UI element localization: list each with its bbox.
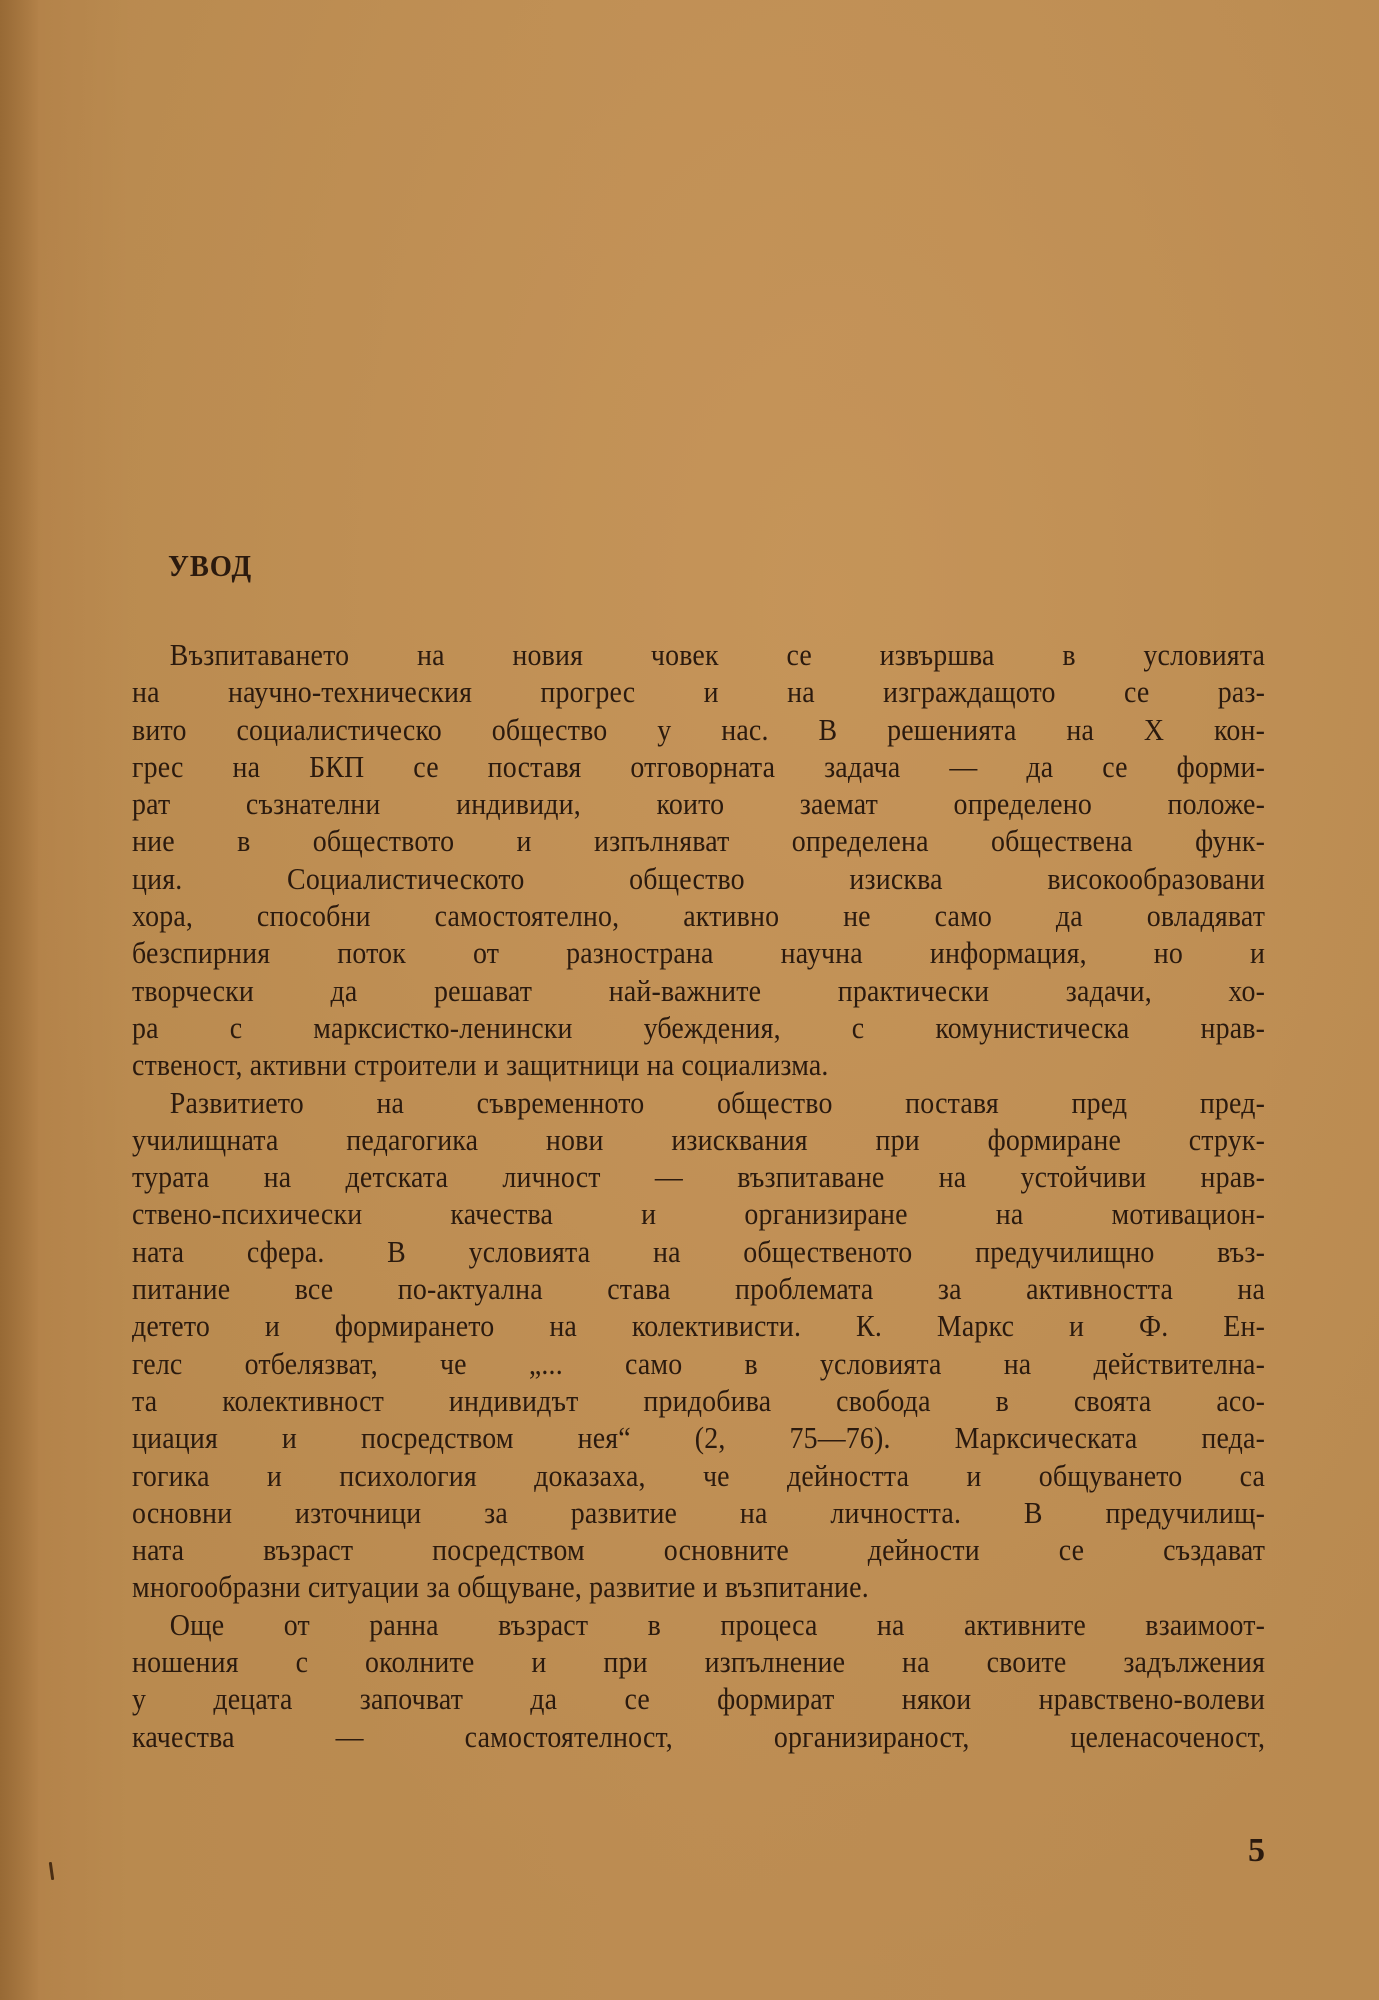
text-line: Развитието на съвременното общество поставя пред пред-: [169, 1084, 1266, 1120]
text-line: хора, способни самостоятелно, активно не само да овладяват: [132, 898, 1266, 934]
paragraph-1: [132, 636, 1265, 1084]
text-line: грес на БКП се поставя отговорната задача — да се форми-: [132, 748, 1266, 784]
text-line: ствено-психически качества и организиране на мотивацион-: [132, 1196, 1266, 1232]
paragraph-3: [132, 1606, 1265, 1755]
text-line: питание все по-актуална става проблемата за активността на: [132, 1271, 1266, 1307]
text-line: ние в обществото и изпълняват определена обществена функ-: [132, 823, 1266, 859]
text-line: вито социалистическо общество у нас. В решенията на X кон-: [132, 711, 1266, 747]
page-binding-edge: [0, 0, 38, 2000]
body-text: [132, 636, 1265, 1755]
text-line: у децата започват да се формират някои нравствено-волеви: [132, 1681, 1266, 1717]
text-line: Възпитаването на новия човек се извършва в условията: [169, 637, 1266, 672]
text-line: та колективност индивидът придобива свобода в своята асо-: [132, 1382, 1266, 1418]
paragraph-2: [132, 1084, 1265, 1606]
text-line: Още от ранна възраст в процеса на активните взаимоот-: [169, 1606, 1266, 1642]
paper-speck: [49, 1862, 54, 1880]
chapter-heading: УВОД: [168, 548, 253, 583]
text-line: ната възраст посредством основните дейности се създават: [132, 1532, 1266, 1568]
text-line: ра с марксистко-ленински убеждения, с комунистическа нрав-: [132, 1009, 1266, 1045]
text-line: детето и формирането на колективисти. К. Маркс и Ф. Ен-: [132, 1308, 1266, 1344]
text-line: безспирния поток от разнострана научна информация, но и: [132, 935, 1266, 971]
text-line: ция. Социалистическото общество изисква високообразовани: [132, 860, 1266, 896]
page-number: 5: [1248, 1832, 1265, 1869]
text-line: циация и посредством нея“ (2, 75—76). Марксическата педа-: [132, 1420, 1266, 1456]
text-line: рат съзнателни индивиди, които заемат определено положе-: [132, 786, 1266, 822]
text-line: училищната педагогика нови изисквания при формиране струк-: [132, 1121, 1266, 1157]
text-line: основни източници за развитие на личността. В предучилищ-: [132, 1494, 1266, 1530]
text-line: многообразни ситуации за общуване, развитие и възпитание.: [132, 1569, 869, 1605]
text-line: творчески да решават най-важните практически задачи, хо-: [132, 972, 1266, 1008]
text-line: ната сфера. В условията на общественото предучилищно въз-: [132, 1233, 1266, 1269]
text-line: на научно-техническия прогрес и на изграждащото се раз-: [132, 674, 1266, 710]
text-line: качества — самостоятелност, организираност, целенасоченост,: [132, 1718, 1266, 1754]
text-line: ственост, активни строители и защитници на социализма.: [132, 1047, 829, 1083]
text-line: турата на детската личност — възпитаване на устойчиви нрав-: [132, 1159, 1266, 1195]
text-line: гогика и психология доказаха, че дейността и общуването са: [132, 1457, 1266, 1493]
text-line: гелс отбелязват, че „... само в условията на действителна-: [132, 1345, 1266, 1381]
text-line: ношения с околните и при изпълнение на своите задължения: [132, 1644, 1266, 1680]
